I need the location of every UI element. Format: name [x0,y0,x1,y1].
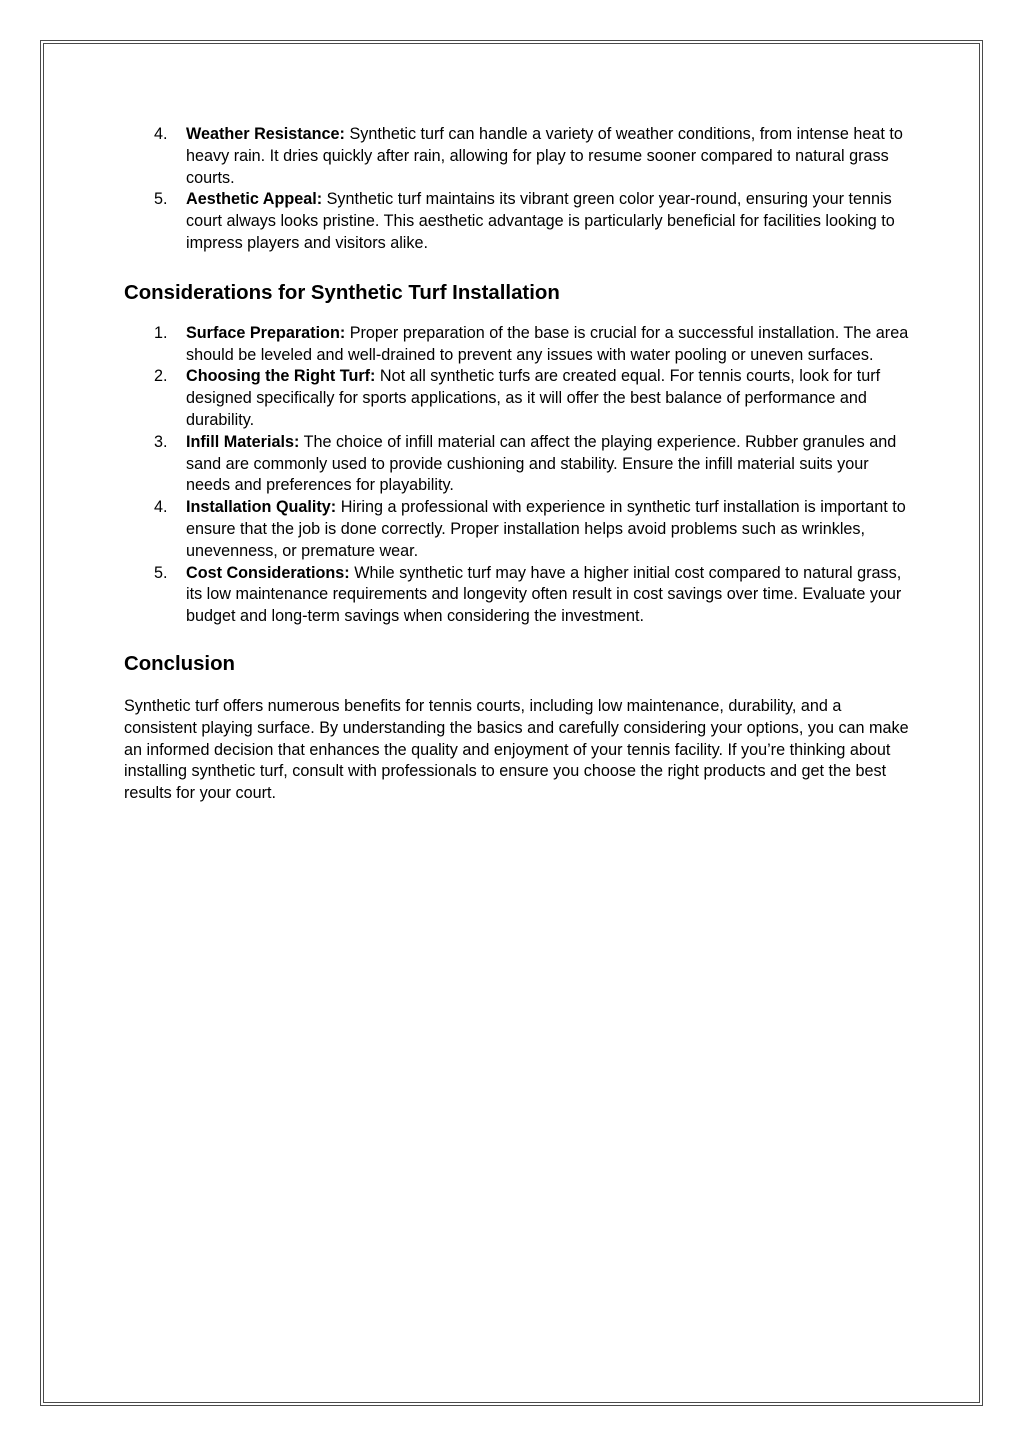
list-number: 2. [154,367,168,386]
list-number: 5. [154,190,168,209]
list-number: 5. [154,563,168,582]
benefits-list-continued [124,124,914,255]
list-item-term: Aesthetic Appeal: [186,190,323,209]
list-item [124,366,914,431]
list-item-term: Surface Preparation: [186,323,346,342]
list-item-term: Installation Quality: [186,498,337,517]
list-number: 1. [154,323,168,342]
considerations-heading: Considerations for Synthetic Turf Installation [124,281,560,304]
conclusion-paragraph: Synthetic turf offers numerous benefits for tennis courts, including low maintenance, durability, and a consistent playing surface. By understanding the basics and carefully considering your options, you can make an informed decision that enhances the quality and enjoyment of your tennis facility. If you’re thinking about installing synthetic turf, consult with professionals to ensure you choose the right products and get the best results for your court. [124,696,909,803]
list-item-text: Proper preparation of the base is crucial for a successful installation. The area should be leveled and well-drained to prevent any issues with water pooling or uneven surfaces. [186,323,909,364]
list-number: 4. [154,125,168,143]
list-item [124,432,914,497]
considerations-list [124,323,914,628]
list-item [124,124,914,189]
list-item-term: Cost Considerations: [186,563,350,582]
list-item [124,497,914,562]
list-item-term: Weather Resistance: [186,125,345,143]
list-item-text: Hiring a professional with experience in synthetic turf installation is important to ensure that the job is done correctly. Proper installation helps avoid problems such as wrinkles, unevenness, or premature wear. [186,498,906,560]
list-item-text: Not all synthetic turfs are created equal. For tennis courts, look for turf designed specifically for sports applications, as it will offer the best balance of performance and durability. [186,367,881,429]
list-item-text: While synthetic turf may have a higher initial cost compared to natural grass, its low maintenance requirements and longevity often result in cost savings over time. Evaluate your budget and long-term savings when considering the investment. [186,563,902,626]
list-item [124,323,914,367]
list-item [124,563,914,628]
list-number: 4. [154,498,168,517]
list-item-text: The choice of infill material can affect the playing experience. Rubber granules and sand are commonly used to provide cushioning and stability. Ensure the infill material suits your needs and preferences for playability. [186,432,897,495]
list-item-term: Choosing the Right Turf: [186,367,376,386]
list-item-text: Synthetic turf can handle a variety of weather conditions, from intense heat to heavy rain. It dries quickly after rain, allowing for play to resume sooner compared to natural grass courts. [186,125,903,187]
document-body [124,124,914,805]
list-item-text: Synthetic turf maintains its vibrant green color year-round, ensuring your tennis court always looks pristine. This aesthetic advantage is particularly beneficial for facilities looking to impress players and visitors alike. [186,190,895,252]
conclusion-heading: Conclusion [124,652,236,675]
list-item-term: Infill Materials: [186,432,300,451]
list-item [124,189,914,254]
list-number: 3. [154,432,168,451]
